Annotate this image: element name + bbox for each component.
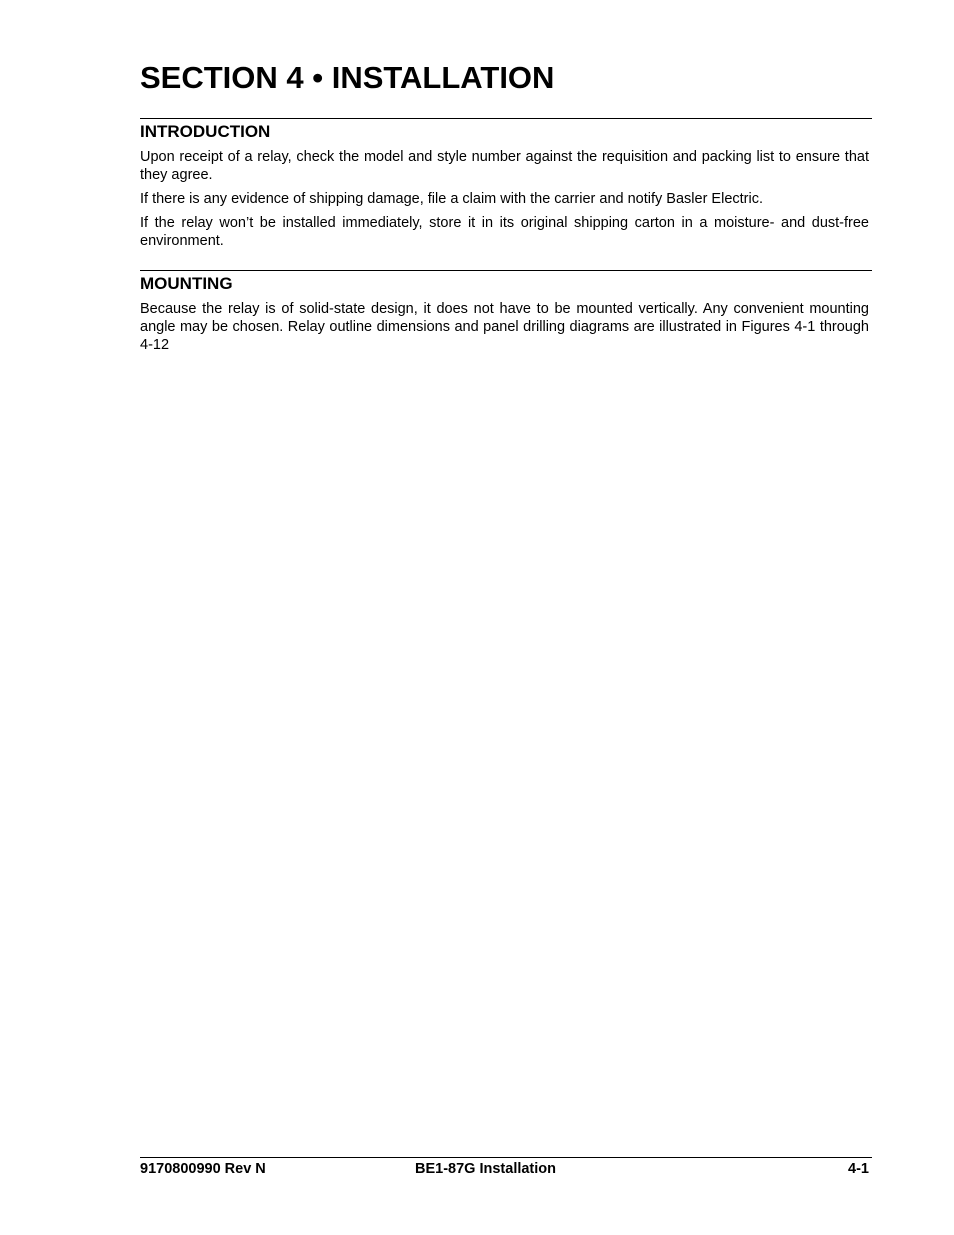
section-divider	[140, 118, 872, 119]
section-heading: MOUNTING	[140, 274, 233, 293]
paragraph: If there is any evidence of shipping damage, file a claim with the carrier and notify Basler Electric.	[140, 191, 763, 207]
footer-page-number: 4-1	[848, 1161, 869, 1177]
section-introduction	[140, 118, 872, 250]
section-heading: INTRODUCTION	[140, 122, 271, 141]
section-mounting	[140, 270, 872, 354]
page-title: SECTION 4 • INSTALLATION	[140, 60, 555, 95]
paragraph: Because the relay is of solid-state design, it does not have to be mounted vertically. Any convenient mounting angle may be chosen. Relay outline dimensions and panel drilling diagrams are illustrated in Figures 4-1 through 4-12	[140, 301, 869, 353]
page-footer	[140, 1157, 872, 1180]
footer-document-title: BE1-87G Installation	[415, 1161, 557, 1177]
paragraph: Upon receipt of a relay, check the model and style number against the requisition and packing list to ensure that they agree.	[140, 149, 869, 183]
section-divider	[140, 270, 872, 271]
footer-document-number: 9170800990 Rev N	[140, 1161, 266, 1177]
paragraph: If the relay won’t be installed immediately, store it in its original shipping carton in a moisture- and dust-free environment.	[140, 215, 869, 249]
